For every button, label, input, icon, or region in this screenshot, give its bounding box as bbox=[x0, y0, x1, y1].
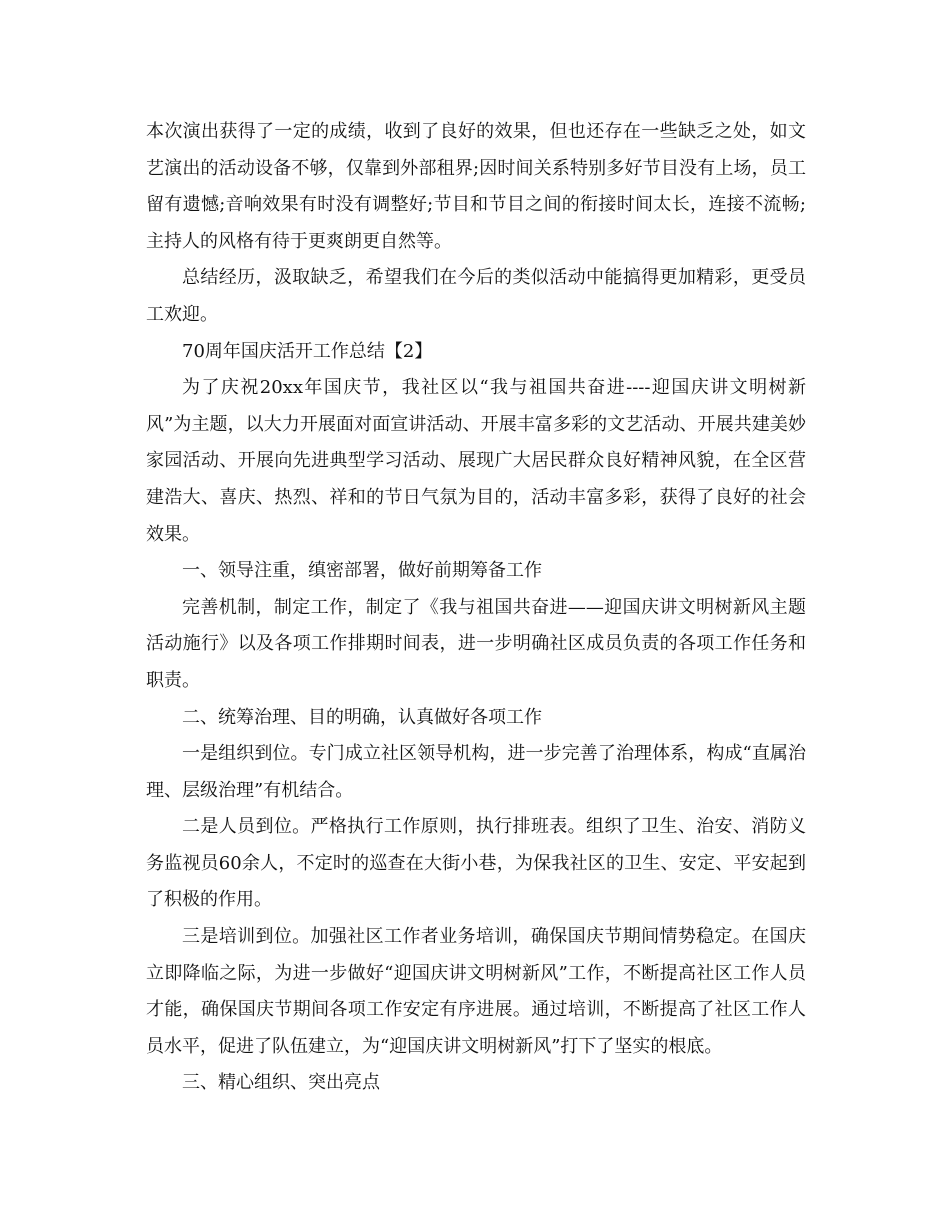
document-body bbox=[146, 114, 806, 1102]
paragraph-personnel: 二是人员到位。严格执行工作原则，执行排班表。组织了卫生、治安、消防义务监视员60余人，不定时的巡查在大街小巷，为保我社区的卫生、安定、平安起到了积极的作用。 bbox=[146, 816, 806, 911]
paragraph-organization: 一是组织到位。专门成立社区领导机构，进一步完善了治理体系，构成“直属治理、层级治理”有机结合。 bbox=[146, 743, 806, 801]
paragraph-training: 三是培训到位。加强社区工作者业务培训，确保国庆节期间情势稳定。在国庆立即降临之际，为进一步做好“迎国庆讲文明树新风”工作，不断提高社区工作人员才能，确保国庆节期间各项工作安定有序进展。通过培训，不断提高了社区工作人员水平，促进了队伍建立，为“迎国庆讲文明树新风”打下了坚实的根底。 bbox=[146, 926, 806, 1057]
paragraph-performance-shortcomings: 本次演出获得了一定的成绩，收到了良好的效果，但也还存在一些缺乏之处，如文艺演出的活动设备不够，仅靠到外部租界;因时间关系特别多好节目没有上场，员工留有遗憾;音响效果有时没有调整好;节目和节目之间的衔接时间太长，连接不流畅;主持人的风格有待于更爽朗更自然等。 bbox=[146, 121, 806, 252]
paragraph-intro: 为了庆祝20xx年国庆节，我社区以“我与祖国共奋进----迎国庆讲文明树新风”为主题，以大力开展面对面宣讲活动、开展丰富多彩的文艺活动、开展共建美妙家园活动、开展向先进典型学习活动、展现广大居民群众良好精神风貌，在全区营建浩大、喜庆、热烈、祥和的节日气氛为目的，活动丰富多彩，获得了良好的社会效果。 bbox=[146, 377, 806, 545]
heading-part-one: 一、领导注重，缜密部署，做好前期筹备工作 bbox=[182, 560, 542, 582]
paragraph-lessons-learned: 总结经历，汲取缺乏，希望我们在今后的类似活动中能搞得更加精彩，更受员工欢迎。 bbox=[146, 267, 806, 325]
heading-part-two: 二、统筹治理、目的明确，认真做好各项工作 bbox=[182, 706, 542, 728]
paragraph-mechanism: 完善机制，制定工作，制定了《我与祖国共奋进——迎国庆讲文明树新风主题活动施行》以及各项工作排期时间表，进一步明确社区成员负责的各项工作任务和职责。 bbox=[146, 596, 806, 691]
section-title: 70周年国庆活开工作总结【2】 bbox=[182, 340, 433, 362]
heading-part-three: 三、精心组织、突出亮点 bbox=[182, 1072, 380, 1094]
